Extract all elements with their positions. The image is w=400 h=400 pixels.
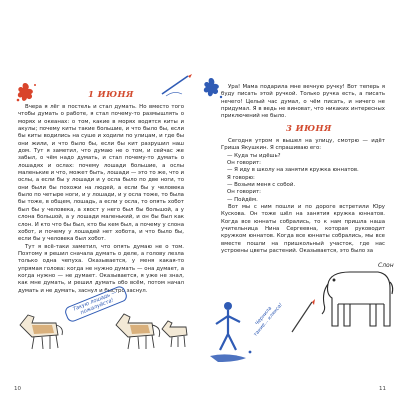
dialog-line: Я говорю: <box>227 174 255 181</box>
dialog-line: Он говорит: <box>227 160 261 167</box>
dialog-block <box>221 153 385 204</box>
right-page-number: 11 <box>379 386 386 392</box>
red-ink-blot-icon <box>14 80 38 104</box>
heading-june-1: 1 ИЮНЯ <box>88 90 134 100</box>
dialog-line: — Я иду в школу на занятия кружка юннатов. <box>227 167 359 174</box>
elephant-label: Слон <box>378 262 394 269</box>
left-body-text <box>18 104 184 295</box>
elephant-sketch-icon <box>320 264 396 334</box>
dialog-line: — Куда ты идёшь? <box>227 152 281 159</box>
right-paragraph-2: Сегодня утром я вышел на улицу, смотрю — идёт Гриша Якушкин. Я спрашиваю его: <box>221 138 385 152</box>
left-paragraph-2: Тут я всё-таки заметил, что опять думаю не о том. Поэтому я решил сначала думать о деле, а голову лезла только одна чепуха. Оказывается, у меня какая-то упрямая голова: когда не нужно думать — она думает, а когда нужно — не думает. Оказывается, я уже не знал, как мне думать, и решил думать обо всём, потом начал думать и не думать, заснул и быстро заснул. <box>18 243 184 294</box>
blue-ink-blot-icon <box>201 76 223 100</box>
pen-doodle-icon <box>288 296 318 336</box>
right-page <box>200 0 400 400</box>
right-body-text <box>221 138 385 256</box>
left-doodle-note: Такую лошадь — пожалуйста! <box>63 285 128 324</box>
dialog-line: — Пойдём. <box>227 196 258 203</box>
horse-doodles-icon <box>12 305 192 355</box>
dialog-line: Он говорит: <box>227 189 261 196</box>
right-body-text-top <box>221 84 385 121</box>
right-doodle-note: Чернила такие... клякса! <box>252 302 285 338</box>
dialog-line: — Возьми меня с собой. <box>227 182 296 189</box>
right-paragraph-3: Вот мы с ним пошли и по дороге встретили Юру Кускова. Он тоже шёл на занятия кружка юннатов. Когда все юннаты собрались, то к нам пришла наша учительница Нина Сергеевна, которая руководит кружком юннатов. Когда все юннаты собрались, мы все вместе пошли на пришкольный участок, где нас устроены цветы растений. Оказывается, это было за <box>221 204 385 255</box>
right-paragraph-1: Ура! Мама подарила мне вечную ручку! Вот теперь я буду писать этой ручкой. Только ручка есть, а писать нечего! Целый час думал, о чём писать, и ничего не придумал. Я в ведь не виноват, что никаких интересных приключений не было. <box>221 84 385 120</box>
left-page-number: 10 <box>14 386 21 392</box>
heading-june-3: 3 ИЮНЯ <box>286 124 332 134</box>
pen-sketch-icon <box>160 72 194 98</box>
left-paragraph-1: Вчера я лёг в постель и стал думать. Но вместо того чтобы думать о работе, я стал почему-то размышлять о морях и океанах: о том, какие в морях водятся киты и акулы; почему киты такие большие, и что было бы, если бы киты водились на суше и ходили по улицам, и где бы они жили, и что было бы, если бы кит разрушил наш дом. Тут я заметил, что думаю не о том, и сейчас же забыл, о чём надо думать, и стал почему-то думать о лошадях и ослах: почему лошади большие, а ослы маленькие и что, может быть, лошади — это то же, что и ослы, а если бы у лошади и у осла было по две ноги, то они были бы похожи на людей, а если бы у человека было по четыре ноги, и у лошади, и у осла тоже, то была бы тоже, в общем, лошадь, а если у осла, то опять хобот был бы у человека, а хвост у него был бы большой, а у слона большой, а у лошади маленький, и он бы был как слон. И кто что бы был, кто бы кем был, а почему у слона хобот, и почему у лошадей нет хобота, и что было бы, если бы у человека был хобот. <box>18 104 184 243</box>
